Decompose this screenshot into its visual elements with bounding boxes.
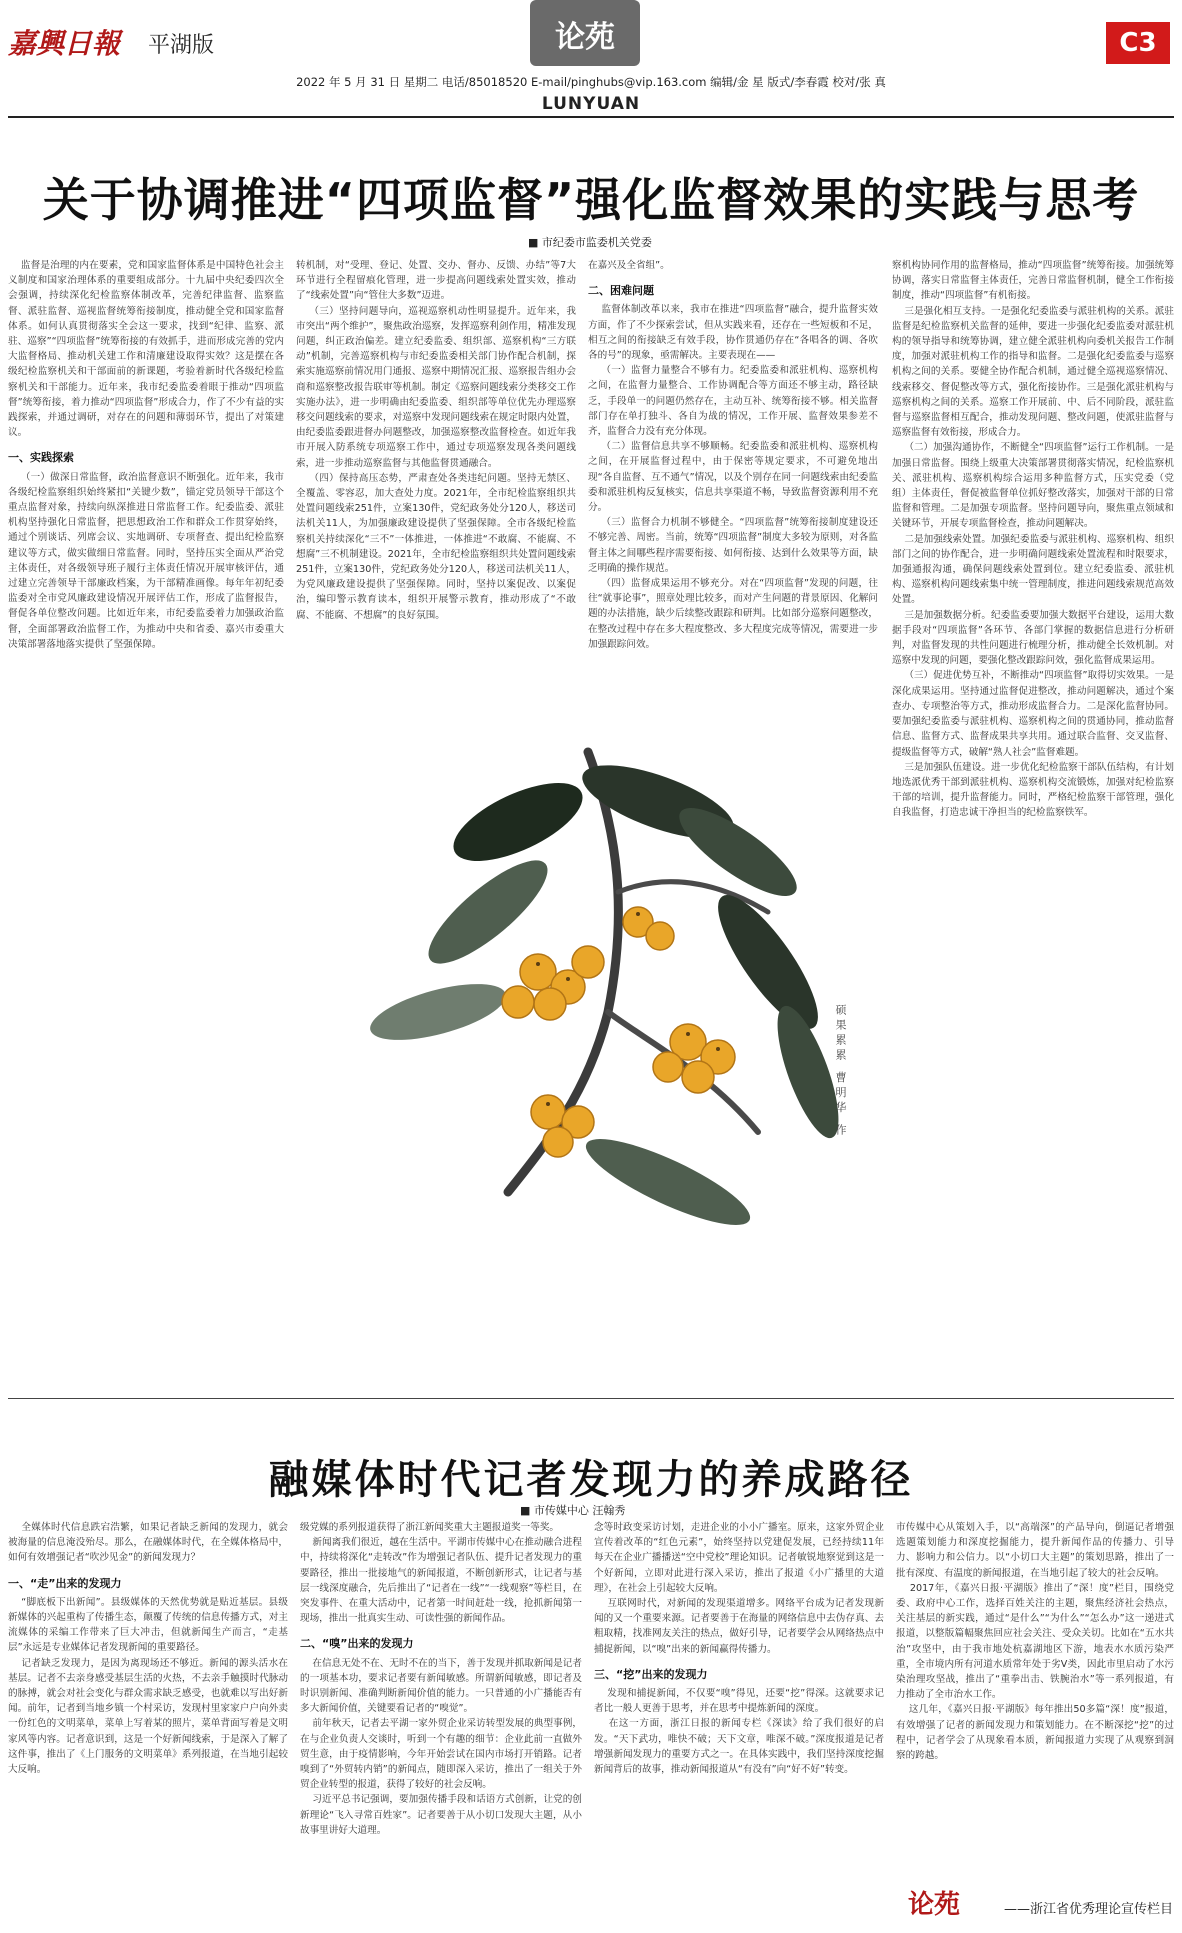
edition-name: 平湖版 bbox=[148, 33, 215, 58]
article1-column-2 bbox=[296, 258, 576, 708]
article2-col3b-text: 发现和捕捉新闻，不仅要“嗅”得见，还要“挖”得深。这就要求记者比一般人更善于思考，并在思考中提炼新闻的深度。 在这一方面，浙江日报的新闻专栏《深读》给了我们很好的启发。“天下武功，唯快不破；天下文章，唯深不破。”深度报道是记者增强新闻发现力的重要方式之一。在具体实践中，我们坚持深度挖掘新闻背后的故事，推动新闻报道从“有没有”向“好不好”转变。 bbox=[594, 1688, 884, 1776]
article1-col1-text: 监督是治理的内在要素，党和国家监督体系是中国特色社会主义制度和国家治理体系的重要组成部分。十九届中央纪委四次全会强调，持续深化纪检监察体制改革，完善纪律监督、监察监督、派驻监督、巡视监督统筹衔接制度，推动健全党和国家监督体系。如何认真贯彻落实全会这一要求，找到“纪律、监察、派驻、巡察”“四项监督”统筹衔接的有效抓手，进而形成完善的党内大监督格局、推动机关建工作和清廉建设取得实效？这是摆在各级纪检监察机关和干部面前的新课题，考验着新时代各级纪检监察机关和干部能力。近年来，我市纪委监委着眼于推动“四项监督”统筹衔接，着力推动“四项监督”形成合力，作了不少有益的实践探索，并通过调研，对存在的问题和薄弱环节，提出了对策建议。 bbox=[8, 260, 284, 439]
footer-column-name: ——浙江省优秀理论宣传栏目 bbox=[1004, 1902, 1174, 1917]
article2-heading-dig: 三、“挖”出来的发现力 bbox=[594, 1667, 708, 1681]
article2-heading-smell: 二、“嗅”出来的发现力 bbox=[300, 1637, 414, 1651]
article2-col2-text: 级党媒的系列报道获得了浙江新闻奖重大主题报道奖一等奖。 新闻离我们很近，越在生活中。平湖市传媒中心在推动融合进程中，持续将深化“走转改”作为增强记者队伍、提升记者发现力的重要路径，推出一批接地气的新闻报道，不断创新形式，让记者与基层一线深度融合，先后推出了“记者在一线”“一线观察”等栏目，在突发事件、在重大活动中，记者第一时间赶赴一线，抢抓新闻第一现场，推出一批真实生动、可读性强的新闻作品。 bbox=[300, 1522, 582, 1625]
footer-column-brand bbox=[900, 1880, 1174, 1926]
article1-col1b-text: （一）做深日常监督，政治监督意识不断强化。近年来，我市各级纪检监察组织始终紧扣“关键少数”，锚定党员领导干部这个重点监督对象，持续向纵深推进日常监督工作。纪委监委、派驻机构坚持强化日常监督，把思想政治工作和群众工作贯穿始终，通过个别谈话、列席会议、实地调研、专项督查、提出纪检监察建议等方式，做实做细日常监督。同时，坚持压实全面从严治党主体责任，对各级领导班子履行主体责任情况开展审核评估，通过建立完善领导干部廉政档案，为干部精准画像。每年年初纪委监委对全市党风廉政建设情况开展评估工作，形成了监督报告，督促各单位整改问题。比如近年来，市纪委监委着力加强政治监督，全面部署政治监督工作，为推动中央和省委、嘉兴市委重大决策部署落地落实提供了坚强保障。 bbox=[8, 471, 284, 650]
article2-column-4 bbox=[896, 1520, 1174, 1876]
issue-meta-line: 2022 年 5 月 31 日 星期二 电话/85018520 E-mail/pinghubs@vip.163.com 编辑/金 星 版式/李春霞 校对/张 真 bbox=[296, 75, 886, 89]
article2-col2b-text: 在信息无处不在、无时不在的当下，善于发现并抓取新闻是记者的一项基本功，要求记者要有新闻敏感。所谓新闻敏感，即记者及时识别新闻、准确判断新闻价值的能力。一只普通的小广播能否有多大新闻价值，关键要看记者的“嗅觉”。 前年秋天，记者去平湖一家外贸企业采访转型发展的典型事例，在与企业负责人交谈时，听到一个有趣的细节：企业此前一直做外贸生意，由于疫情影响，今年开始尝试在国内市场打开销路。记者嗅到了“外贸转内销”的新闻点，随即深入采访，推出了一组关于外贸企业转型的报道，获得了较好的社会反响。 习近平总书记强调，要加强传播手段和话语方式创新，让党的创新理论“飞入寻常百姓家”。记者要善于从小切口发现大主题，从小故事里讲好大道理。 bbox=[300, 1657, 582, 1836]
article2-column-2 bbox=[300, 1520, 582, 1926]
loquat-painting-svg bbox=[288, 712, 888, 1288]
painting-caption: 硕果累累 曹明华 作 bbox=[834, 1004, 847, 1139]
newspaper-brand: 嘉興日報 bbox=[8, 27, 121, 60]
article1-heading-practice: 一、实践探索 bbox=[8, 451, 74, 465]
article1-column-4 bbox=[892, 258, 1174, 1392]
article1-heading-problems: 二、困难问题 bbox=[588, 284, 654, 298]
article1-col4-text: 察机构协同作用的监督格局，推动“四项监督”统筹衔接。加强统筹协调，落实日常监督主体责任，完善日常监督机制，健全工作衔接制度，推动“四项监督”有机衔接。 三是强化相互支持。一是强化纪委监委与派驻机构的关系。派驻监督是纪检监察机关监督的延伸，要进一步强化纪委监委对派驻机构的领导指导和统筹协调，建立健全派驻机构向委机关报告工作制度，加强对派驻机构工作的指导和监督。二是强化纪委监委与巡察机构之间的关系。要健全协作配合机制，通过健全巡视巡察情况、线索移交、督促整改等方式，强化衔接协作。三是强化派驻机构与巡察机构之间的关系。巡察工作开展前、中、后不同阶段，派驻监督与巡察监督相互配合，推动发现问题、整改问题，使派驻监督与巡察监督有效衔接，形成合力。 （二）加强沟通协作，不断健全“四项监督”运行工作机制。一是加强日常监督。围绕上级重大决策部署贯彻落实情况，纪检监察机关、派驻机构、巡察机构综合运用多种监督方式，压实党委（党组）主体责任，督促被监督单位抓好整改落实，加强对干部的日常监督和管理。二是加强专项监督。坚持问题导向，聚焦重点领域和关键环节，开展专项监督检查，推动问题解决。 二是加强线索处置。加强纪委监委与派驻机构、巡察机构、组织部门之间的协作配合，进一步明确问题线索处置流程和时限要求，加强通报沟通，确保问题线索处置到位。建立纪委监委、派驻机构、巡察机构问题线索集中统一管理制度，推进问题线索规范高效处置。 三是加强数据分析。纪委监委要加强大数据平台建设，运用大数据手段对“四项监督”各环节、各部门掌握的数据信息进行分析研判，对监督发现的共性问题进行梳理分析，推动健全长效机制。对巡察中发现的问题，要强化整改跟踪问效，强化监督成果运用。 （三）促进优势互补，不断推动“四项监督”取得切实效果。一是深化成果运用。坚持通过监督促进整改，推动问题解决，通过个案查办、专项整治等方式，推动形成监督合力。二是深化监督协同。要加强纪委监委与派驻机构、巡察机构之间的贯通协同，推动监督信息、监督方式、监督成果共享共用。通过联合监督、交叉监督、提级监督等方式，破解“熟人社会”监督难题。 三是加强队伍建设。进一步优化纪检监察干部队伍结构，有计划地选派优秀干部到派驻机构、巡察机构交流锻炼，加强对纪检监察干部的培训，提升监督能力。同时，严格纪检监察干部管理，强化自我监督，打造忠诚干净担当的纪检监察铁军。 bbox=[892, 260, 1174, 819]
article1-col2-text: 转机制，对“受理、登记、处置、交办、督办、反馈、办结”等7大环节进行全程留痕化管理，进一步提高问题线索处置实效，推动了“线索处置”向“管住大多数”迈进。 （三）坚持问题导向，巡视巡察机动性明显提升。近年来，我市突出“两个维护”，聚焦政治巡察，发挥巡察利剑作用，精准发现问题，纠正政治偏差。建立纪委监委、组织部、巡察机构“三方联动”机制，完善巡察机构与市纪委监委相关部门协作配合机制，探索实施巡察前情况用门通报、巡察中期情况汇报、巡察报告组办会商和巡察整改报告联审等机制。制定《巡察问题线索分类移交工作实施办法》，进一步明确由纪委监委、组织部等单位优先办理巡察移交问题线索的要求，对巡察中发现问题线索在规定时限内处置，由纪委监委跟进督办问题整改，加强巡察整改监督检查。如近年我市开展入防系统专项巡察工作中，通过专项巡察发现各类问题线索，进一步推动巡察监督与其他监督贯通融合。 （四）保持高压态势，严肃查处各类违纪问题。坚持无禁区、全覆盖、零容忍，加大查处力度。2021年，全市纪检监察组织共处置问题线索251件，立案130件，党纪政务处分120人，移送司法机关11人，为加强廉政建设提供了坚强保障。全市各级纪检监察机关持续深化“三不”一体推进，一体推进“不敢腐、不能腐、不想腐”三不机制建设。2021年，全市纪检监察组织共处置问题线索251件，立案130件，党纪政务处分120人，移送司法机关11人，为党风廉政建设提供了坚强保障。同时，坚持以案促改、以案促治，编印警示教育读本，组织开展警示教育，推动形成了“不敢腐、不能腐、不想腐”的良好氛围。 bbox=[296, 260, 576, 621]
header-rule bbox=[8, 116, 1174, 118]
article2-heading-walk: 一、“走”出来的发现力 bbox=[8, 1576, 122, 1590]
article1-column-1 bbox=[8, 258, 284, 1392]
article2-col1b-text: “脚底板下出新闻”。县级媒体的天然优势就是贴近基层。县级新媒体的兴起重构了传播生态，颠覆了传统的信息传播方式，对主流媒体的采编工作带来了巨大冲击，但就新闻生产而言，“走基层”永远是专业媒体记者发现新闻的重要路径。 记者缺乏发现力，是因为离现场还不够近。新闻的源头活水在基层。记者不去亲身感受基层生活的火热，不去亲手触摸时代脉动的脉搏，就会对社会变化与群众需求缺乏感受，也就难以写出好新闻。前年，记者到当地乡镇一个村采访，发现村里家家户户向外卖一份红色的文明菜单，菜单上写着某的照片，菜单背面写着是文明家风等内容。记者意识到，这是一个好新闻线索，于是深入了解了这件事，推出了《上门服务的文明菜单》系列报道，在当地引起较大反响。 bbox=[8, 1596, 288, 1776]
footer-logo: 论苑 bbox=[908, 1890, 961, 1920]
article2-column-3 bbox=[594, 1520, 884, 1926]
loquat-painting bbox=[288, 712, 888, 1288]
article2-col3-text: 念等时政变采访讨划，走进企业的小小广播室。原来，这家外贸企业宣传着改革的“红色元素”，始终坚持以党建促发展，已经持续11年每天在企业广播播送“空中党校”理论知识。记者敏锐地察觉到这是一个好新闻，立即对此进行深入采访，推出了报道《小广播里的大道理》，在社会上引起较大反响。 互联网时代，对新闻的发现渠道增多。网络平台成为记者发现新闻的又一个重要来源。记者要善于在海量的网络信息中去伪存真、去粗取精，找准网友关注的热点，做好引导，记者要学会从网络热点中捕捉新闻，以“嗅”出来的新闻赢得传播力。 bbox=[594, 1522, 884, 1655]
article2-col4-text: 市传媒中心从策划入手，以“高端深”的产品导向，倒逼记者增强选题策划能力和深度挖掘能力，提升新闻作品的传播力、引导力、影响力和公信力。以“小切口大主题”的策划思路，推出了一批有深度、有温度的新闻报道，在当地引起了较大的社会反响。 2017年，《嘉兴日报·平湖版》推出了“深！度”栏目，围绕党委、政府中心工作，选择百姓关注的主题，聚焦经济社会热点，关注基层的新实践，通过“是什么”“为什么”“怎么办”这一递进式报道，以整版篇幅聚焦回应社会关注、受众关切。比如在“五水共治”攻坚中，由于我市地处杭嘉湖地区下游，地表水水质污染严重，全市境内所有河道水质常年处于劣V类，因此市里启动了水污染治理攻坚战，推出了“重拳出击、铁腕治水”等一系列报道，有力推动了全市治水工作。 这几年，《嘉兴日报·平湖版》每年推出50多篇“深！度”报道，有效增强了记者的新闻发现力和策划能力。在不断深挖“挖”的过程中，记者学会了从现象看本质，新闻报道力实现了从观察到洞察的跨越。 bbox=[896, 1522, 1174, 1762]
article2-title: 融媒体时代记者发现力的养成路径 bbox=[268, 1457, 914, 1503]
article2-column-1 bbox=[8, 1520, 288, 1926]
article2-byline: ■ 市传媒中心 汪翰秀 bbox=[520, 1502, 625, 1518]
article1-col3b-text: 监督体制改革以来，我市在推进“四项监督”融合，提升监督实效方面，作了不少探索尝试，但从实践来看，还存在一些短板和不足，相互之间的衔接缺乏有效手段，协作贯通仍存在“各唱各的调、各吹各的号”的现象，亟需解决。主要表现在—— （一）监督力量整合不够有力。纪委监委和派驻机构、巡察机构之间，在监督力量整合、工作协调配合等方面还不够主动，路径缺乏，手段单一的问题仍然存在，主动互补、统筹衔接不够。相关监督部门存在单打独斗、各自为战的情况，工作开展、监督效果参差不齐，监督合力没有充分体现。 （二）监督信息共享不够顺畅。纪委监委和派驻机构、巡察机构之间，在开展监督过程中，由于保密等规定要求，不可避免地出现“各自监督、互不通气”情况，以及个别存在同一问题线索由纪委监委和派驻机构反复核实，信息共享渠道不畅，导致监督资源利用不充分。 （三）监督合力机制不够健全。“四项监督”统筹衔接制度建设还不够完善、周密。当前，统筹“四项监督”制度大多较为原则，对各监督主体之间哪些程序需要衔接、如何衔接、达到什么效果等方面，缺乏明确的操作规范。 （四）监督成果运用不够充分。对在“四项监督”发现的问题，往往“就事论事”，照章处理比较多，而对产生问题的背景原因、化解问题的办法措施，缺少后续整改跟踪和研判。比如部分巡察问题整改，在整改过程中存在多大程度整改、多大程度完成等情况，需要进一步加强跟踪问效。 bbox=[588, 304, 878, 650]
masthead bbox=[0, 0, 1182, 118]
section-logo-text: 论苑 bbox=[555, 20, 615, 55]
article1-title: 关于协调推进“四项监督”强化监督效果的实践与思考 bbox=[42, 173, 1140, 227]
article1-byline: ■ 市纪委市监委机关党委 bbox=[528, 234, 652, 250]
article1-col3-text: 在嘉兴及全省组”。 bbox=[588, 260, 670, 271]
section-name: LUNYUAN bbox=[541, 94, 641, 114]
section-logo bbox=[530, 0, 640, 66]
article2-col1-text: 全媒体时代信息跌宕浩繁，如果记者缺乏新闻的发现力，就会被海量的信息淹没殆尽。那么，在融媒体时代，在全媒体格局中，如何有效增强记者“吹沙见金”的新闻发现力？ bbox=[8, 1522, 288, 1564]
article-divider bbox=[8, 1398, 1174, 1399]
page-number-badge: C3 bbox=[1106, 22, 1170, 64]
